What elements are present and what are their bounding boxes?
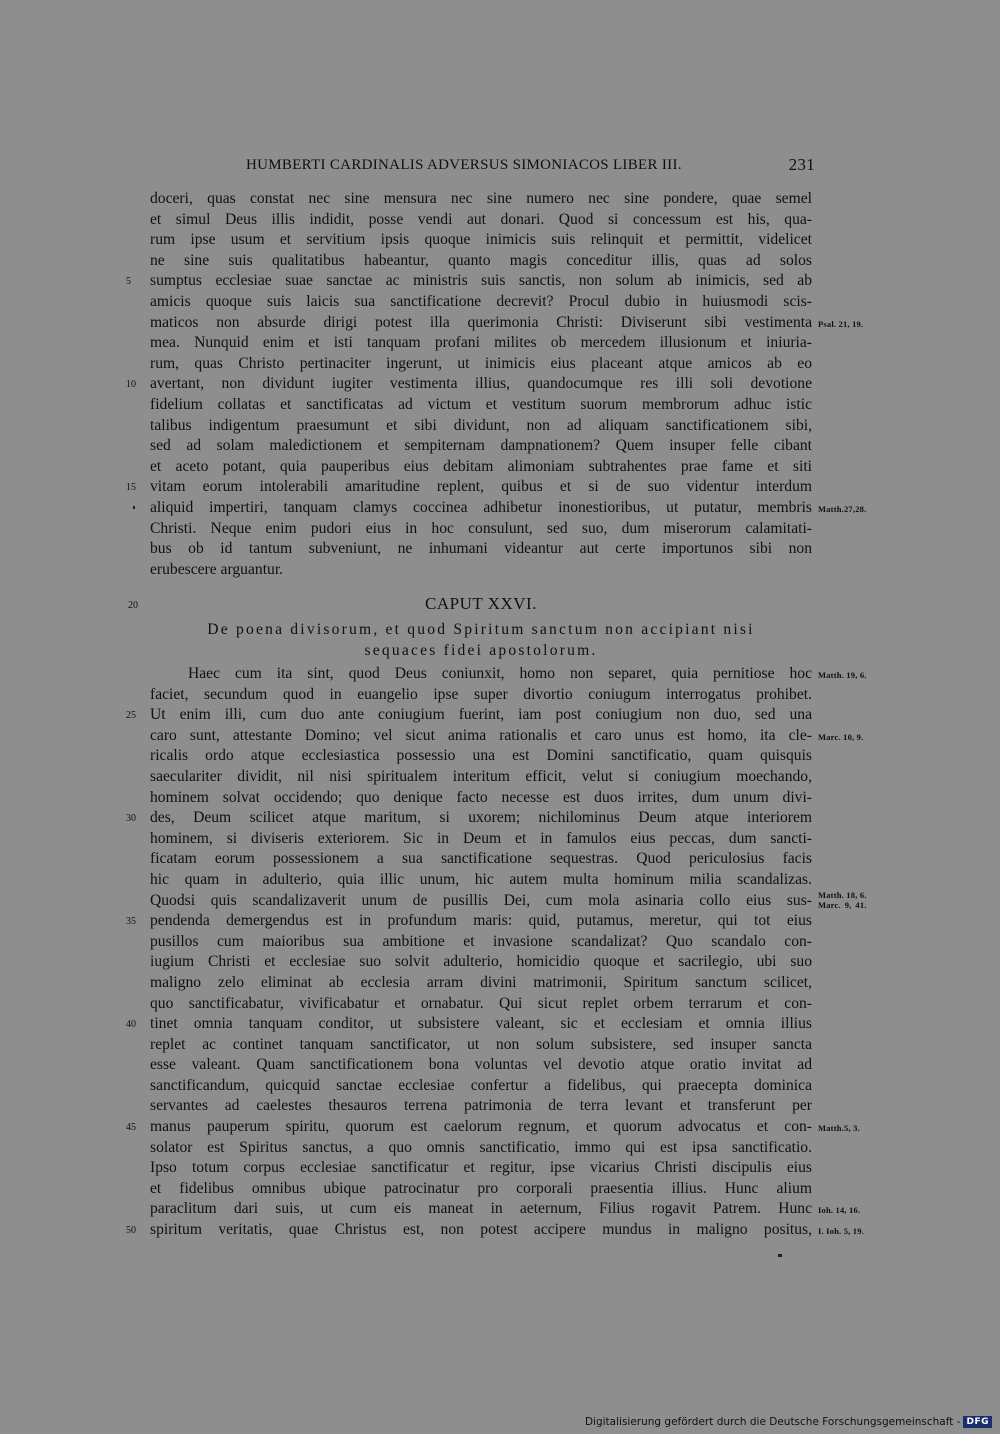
marginal-reference <box>818 314 863 335</box>
line-text: vitam eorum intolerabili amaritudine replent, quibus et si de suo videntur interdum <box>150 478 812 496</box>
reference-text: Psal. 21, 19. <box>818 318 864 329</box>
line-text: Haec cum ita sint, quod Deus coniunxit, homo non separet, quia pernitiose hoc <box>188 665 812 682</box>
line-text: faciet, secundum quod in euangelio ipse super divortio coniugum interrogatus prohibet. <box>150 685 812 703</box>
line-text: caro sunt, attestante Domino; vel sicut anima rationalis et caro unus est homo, ita cle- <box>150 726 812 744</box>
line-number: 30 <box>126 813 136 825</box>
line-number: 45 <box>126 1122 136 1134</box>
text-line <box>150 849 812 870</box>
line-text: solator est Spiritus sanctus, a quo omnis sanctificatio, immo qui est ipsa sanctificatio. <box>150 1138 812 1156</box>
text-line <box>150 788 812 809</box>
text-line <box>150 436 812 457</box>
text-line <box>150 1096 812 1117</box>
text-line <box>150 313 864 334</box>
text-line <box>150 932 812 953</box>
text-line <box>150 870 812 891</box>
text-line <box>126 1014 812 1035</box>
text-line <box>150 767 812 788</box>
digitization-footer <box>585 1416 992 1428</box>
marginal-reference <box>818 1118 860 1139</box>
text-line <box>150 560 812 581</box>
text-line <box>150 829 812 850</box>
text-line <box>150 230 812 251</box>
text-line <box>150 1035 812 1056</box>
line-number: 15 <box>126 482 136 494</box>
text-line <box>150 726 864 747</box>
line-number: 25 <box>126 710 136 722</box>
text-line <box>150 457 812 478</box>
text-line <box>150 1055 812 1076</box>
line-number: 5 <box>126 276 131 288</box>
line-text: mea. Nunquid enim et isti tanquam profani milites ob mercedem illusionum et iniuria- <box>150 334 812 352</box>
line-number: 10 <box>126 379 136 391</box>
text-line <box>150 354 812 375</box>
text-line <box>150 498 867 519</box>
marginal-reference <box>818 727 863 748</box>
text-line <box>126 271 812 292</box>
text-line <box>150 1199 861 1220</box>
text-line <box>150 1138 812 1159</box>
text-block-2 <box>126 664 867 1241</box>
line-text: Ipso totum corpus ecclesiae sanctificatur et regitur, ipse vicarius Christi discipulis eius <box>150 1159 812 1177</box>
line-text: sed ad solam maledictionem et sempiternam dampnationem? Quem insuper felle cibant <box>150 437 812 455</box>
text-line <box>150 292 812 313</box>
line-text: doceri, quas constat nec sine mensura nec sine numero nec sine pondere, quae semel <box>150 190 812 207</box>
text-line <box>150 395 812 416</box>
text-line <box>150 251 812 272</box>
marginal-reference <box>818 665 867 686</box>
line-text: paraclitum dari suis, ut cum eis maneat in aeternum, Filius rogavit Patrem. Hunc <box>150 1200 812 1218</box>
text-line <box>150 994 812 1015</box>
line-text: hic quam in adulterio, quia illic unum, hic autem multa hominum milia scandalizas. <box>150 870 812 888</box>
line-text: rum, quas Christo pertinaciter ingerunt, ut inimicis eius placeant atque amicos ab eo <box>150 354 812 372</box>
text-line <box>150 973 812 994</box>
text-line <box>150 416 812 437</box>
reference-text: Ioh. 14, 16. <box>818 1205 861 1216</box>
running-title: HUMBERTI CARDINALIS ADVERSUS SIMONIACOS LIBER III. <box>246 157 682 173</box>
line-text: servantes ad caelestes thesauros terrena patrimonia de terra levant et transferunt per <box>150 1097 812 1115</box>
text-line <box>126 911 812 932</box>
line-text: hominem, si diviseris exteriorem. Sic in Deum et in famulos eius peccas, dum sancti- <box>150 829 812 847</box>
line-text: pusillos cum maioribus sua ambitione et invasione scandalizat? Quo scandalo con- <box>150 932 812 950</box>
reference-text: Matth. 18, 6. <box>818 889 867 900</box>
text-line <box>150 1179 812 1200</box>
reference-text: Marc. 9, 41. <box>818 899 867 910</box>
print-mark <box>778 1254 782 1257</box>
line-text: bus ob id tantum subveniunt, ne inhumani videantur aut certe importunos sibi non <box>150 540 812 558</box>
line-text: ficatam eorum possessionem a sua sanctificatione sequestras. Quod periculosius facis <box>150 850 812 868</box>
marginal-reference <box>818 499 866 520</box>
line-text: erubescere arguantur. <box>150 560 284 578</box>
line-text: et fidelibus omnibus ubique patrocinatur pro corporali praesentia illius. Hunc alium <box>150 1179 812 1197</box>
chapter-subtitle-line: De poena divisorum, et quod Spiritum sanctum non accipiant nisi <box>207 621 755 638</box>
line-text: pendenda demergendus est in profundum maris: quid, putamus, meretur, qui tot eius <box>150 912 812 930</box>
line-text: iugium Christi et ecclesiae suo solvit adulterio, homicidio quoque et sacrilegio, ubi suo <box>150 953 812 971</box>
print-mark <box>133 506 135 509</box>
text-line <box>150 189 812 210</box>
line-number: 20 <box>128 600 138 611</box>
line-text: tinet omnia tanquam conditor, ut subsistere valeant, sic et ecclesiam et omnia illius <box>150 1015 812 1033</box>
text-line <box>150 539 812 560</box>
line-text: sumptus ecclesiae suae sanctae ac ministris suis sanctis, non solum ab inimicis, sed ab <box>150 272 812 290</box>
reference-text: Matth.5, 3. <box>818 1123 860 1134</box>
line-text: quo sanctificabatur, vivificabatur et ornabatur. Qui sicut replet orbem terrarum et con- <box>150 994 812 1012</box>
line-text: maticos non absurde dirigi potest illa querimonia Christi: Diviserunt sibi vestimenta <box>150 313 812 331</box>
text-line <box>150 685 812 706</box>
line-text: Ut enim illi, cum duo ante coniugium fuerint, iam post coniugium non duo, sed una <box>150 706 812 724</box>
text-line <box>126 705 812 726</box>
line-text: et aceto potant, quia pauperibus eius debitam alimoniam subtrahentes prae fame et siti <box>150 457 812 475</box>
running-header <box>150 157 815 177</box>
line-text: des, Deum scilicet atque maritum, si uxorem; nichilominus Deum atque interiorem <box>150 809 812 827</box>
line-text: Christi. Neque enim pudori eius in hoc consulunt, sed suo, dum miserorum calamitati- <box>150 519 812 537</box>
line-number: 35 <box>126 916 136 928</box>
text-line <box>150 1076 812 1097</box>
text-line <box>150 746 812 767</box>
line-text: esse valeant. Quam sanctificationem bona voluntas vel devotio atque oratio invitat ad <box>150 1056 812 1074</box>
line-text: avertant, non dividunt iugiter vestimenta illius, quandocumque res illi soli devotione <box>150 375 812 393</box>
text-line <box>150 333 812 354</box>
text-line <box>150 889 867 912</box>
text-line <box>150 664 867 685</box>
footer-text: Digitalisierung gefördert durch die Deutsche Forschungsgemeinschaft - <box>584 1416 961 1428</box>
reference-text: Matth. 19, 6. <box>818 670 867 680</box>
text-line <box>150 210 812 231</box>
line-text: Quodsi quis scandalizaverit unum de pusillis Dei, cum mola asinaria collo eius sus- <box>150 891 812 909</box>
line-text: et simul Deus illis indidit, posse vendi aut donari. Quod si concessum est his, qua- <box>150 210 812 228</box>
line-text: replet ac continet tanquam sanctificator, ut non solum subsistere, sed insuper sancta <box>150 1035 812 1053</box>
text-line <box>126 477 812 498</box>
marginal-reference <box>818 1221 864 1242</box>
dfg-logo: DFG <box>963 1416 992 1428</box>
reference-text: Matth.27,28. <box>818 503 867 514</box>
marginal-reference <box>818 1200 860 1221</box>
text-line <box>150 1158 812 1179</box>
line-text: rum ipse usum et servitium ipsis quoque inimicis suis relinquit et permittit, videlicet <box>150 231 812 249</box>
text-line <box>150 519 812 540</box>
reference-text: I. Ioh. 5, 19. <box>818 1226 865 1237</box>
text-line <box>150 952 812 973</box>
text-block-1 <box>126 189 867 580</box>
line-text: fidelium collatas et sanctificatas ad victum et vestitum suorum membrorum adhuc istic <box>150 395 812 413</box>
line-number: 40 <box>126 1019 136 1031</box>
chapter-subtitle-line: sequaces fidei apostolorum. <box>364 641 598 659</box>
line-text: talibus indigentum praesumunt et sibi dividunt, non ad aliquam sanctificationem sibi, <box>150 416 812 434</box>
text-line <box>126 374 812 395</box>
chapter-subtitle <box>150 620 812 661</box>
line-text: sanctificandum, quicquid sanctae ecclesiae confertur a fidelibus, qui praecepta dominica <box>150 1076 812 1094</box>
line-text: ne sine suis qualitatibus habeantur, quanto magis conceditur illis, quas ad solos <box>150 251 812 269</box>
line-text: manus pauperum spiritu, quorum est caelorum regnum, et quorum advocatus et con- <box>150 1118 812 1136</box>
text-line <box>126 1220 865 1241</box>
line-text: ricalis ordo atque ecclesiastica possessio una est Domini sanctificatio, quam quisquis <box>150 747 812 765</box>
line-text: saeculariter dividit, nil nisi spiritualem interitum efficit, velut si coniugium moechando, <box>150 767 812 785</box>
line-text: aliquid impertiri, tanquam clamys coccinea adhibetur inonestioribus, ut putatur, membris <box>150 498 812 516</box>
reference-text: Marc. 10, 9. <box>818 731 864 742</box>
chapter-heading: CAPUT XXVI. <box>425 594 537 613</box>
line-text: spiritum veritatis, quae Christus est, non potest accipere mundus in maligno positus, <box>150 1221 812 1239</box>
page-number: 231 <box>788 155 815 174</box>
text-line <box>126 808 812 829</box>
line-text: amicis quoque suis laicis sua sanctificatione decrevit? Procul dubio in huiusmodi scis- <box>150 292 812 310</box>
text-line <box>126 1117 860 1138</box>
marginal-reference <box>818 890 867 910</box>
line-text: maligno zelo eliminat ab ecclesia arram divini matrimonii, Spiritum sanctum scilicet, <box>150 973 812 991</box>
line-number: 50 <box>126 1225 136 1237</box>
line-text: hominem solvat occidendo; quo denique facto necesse est duos irrites, dum unum divi- <box>150 788 812 806</box>
